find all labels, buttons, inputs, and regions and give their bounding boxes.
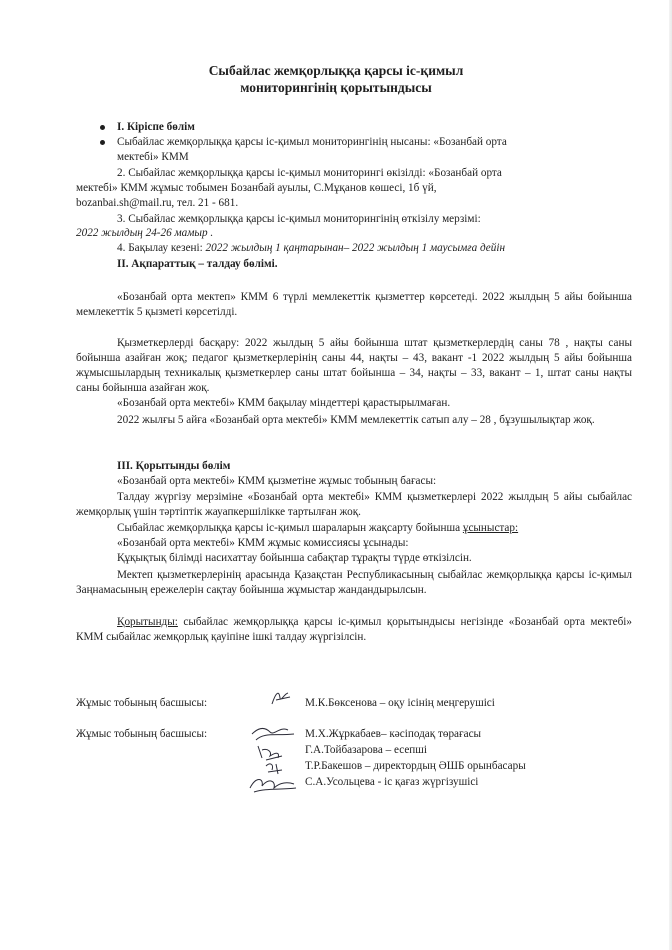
section-1-heading: І. Кіріспе бөлім bbox=[117, 121, 195, 133]
recommendations-lead: Сыбайлас жемқорлыққа қарсы іс-қимыл шараларын жақсарту бойынша bbox=[117, 522, 463, 534]
paragraph-staff: Қызметкерлерді басқару: 2022 жылдың 5 айы бойынша штат қызметкерлердің саны 78 , нақты саны бойынша азайған жоқ; педагог қызметкерлерінің саны 44, нақты – 43, вакант -1 2022 жылдың 5 айы бойынша жұмысшылардың техникалық қызметкерлер саны штат бойынша – 34, нақты – 33, вакант – 1, штат саны нақты саны бойынша азайған жоқ. bbox=[76, 337, 632, 394]
head-signature-icon bbox=[268, 686, 296, 710]
conclusion-label: Қорытынды: bbox=[117, 616, 178, 628]
paragraph-legislation: Мектеп қызметкерлерінің арасында Қазақстан Республикасының сыбайлас жемқорлыққа қарсы іс-қимыл Заңнамасының ережелерін сақтау бойынша жұмыстар жандандырылсын. bbox=[76, 569, 632, 596]
item-1-line-b: мектебі» КММ bbox=[117, 151, 189, 163]
member-4-name: С.А.Усольцева - іс қағаз жүргізушісі bbox=[305, 776, 479, 788]
item-4-label: 4. Бақылау кезені: bbox=[117, 242, 206, 254]
item-3-line-b: 2022 жылдың 24-26 мамыр . bbox=[76, 227, 214, 239]
paragraph-services: «Бозанбай орта мектеп» КММ 6 түрлі мемлекеттік қызметтер көрсетеді. 2022 жылдың 5 айы бойынша мемлекеттік 5 қызметі көрсетілді. bbox=[76, 291, 632, 318]
item-3-line-a: 3. Сыбайлас жемқорлыққа қарсы іс-қимыл мониторингінің өткізілу мерзімі: bbox=[117, 213, 481, 225]
section-2-heading: ІІ. Ақпараттық – талдау бөлімі. bbox=[117, 258, 278, 270]
paragraph-assessment: «Бозанбай орта мектебі» КММ қызметіне жұмыс тобының бағасы: bbox=[117, 475, 437, 487]
conclusion-text: сыбайлас жемқорлыққа қарсы іс-қимыл қорытындысы негізінде «Бозанбай орта мектебі» КММ сыбайлас жемқорлық қауіпіне ішкі талдау жүргізілсін. bbox=[76, 616, 632, 643]
paragraph-analysis: Талдау жүргізу мерзіміне «Бозанбай орта мектебі» КММ қызметкерлері 2022 жылдың 5 айы сыбайлас жемқорлық үшін тәртіптік жауапкершілікке тартылған жоқ. bbox=[76, 491, 632, 518]
member-signatures-icon bbox=[246, 722, 302, 800]
paragraph-recommendations bbox=[117, 522, 518, 535]
paragraph-conclusion bbox=[76, 615, 632, 645]
members-signature-label: Жұмыс тобының басшысы: bbox=[76, 728, 208, 740]
paragraph-commission: «Бозанбай орта мектебі» КММ жұмыс комиссиясы ұсынады: bbox=[117, 537, 409, 549]
paragraph-lessons: Құқықтық білімді насихаттау бойынша сабақтар тұрақты түрде өткізілсін. bbox=[117, 552, 472, 564]
item-4 bbox=[117, 242, 505, 255]
item-2-line-b: мектебі» КММ жұмыс тобымен Бозанбай ауылы, С.Мұқанов көшесі, 1б үй, bbox=[76, 182, 437, 194]
item-1-line-a: Сыбайлас жемқорлыққа қарсы іс-қимыл мониторингінің нысаны: «Бозанбай орта bbox=[117, 136, 507, 148]
document-title-line-1: Сыбайлас жемқорлыққа қарсы іс-қимыл bbox=[208, 63, 464, 78]
recommendations-label: ұсыныстар: bbox=[462, 522, 519, 534]
item-2-line-c: bozanbai.sh@mail.ru, тел. 21 - 681. bbox=[76, 197, 239, 209]
item-4-value: 2022 жылдың 1 қаңтарынан– 2022 жылдың 1 маусымға дейін bbox=[205, 242, 506, 254]
paragraph-control: «Бозанбай орта мектебі» КММ бақылау міндеттері қарастырылмаған. bbox=[117, 397, 451, 409]
member-2-name: Г.А.Тойбазарова – есепші bbox=[305, 744, 427, 756]
document-title-line-2: мониторингінің қорытындысы bbox=[240, 80, 432, 95]
section-3-heading: ІІІ. Қорытынды бөлім bbox=[117, 460, 231, 472]
paragraph-procurement: 2022 жылғы 5 айға «Бозанбай орта мектебі» КММ мемлекеттік сатып алу – 28 , бұзушылықтар жоқ. bbox=[117, 414, 595, 426]
head-signature-label: Жұмыс тобының басшысы: bbox=[76, 697, 208, 709]
member-3-name: Т.Р.Бакешов – директордың ӘШБ орынбасары bbox=[305, 760, 526, 772]
member-1-name: М.Х.Жұркабаев– кәсіподақ төрағасы bbox=[305, 728, 482, 740]
item-2-line-a: 2. Сыбайлас жемқорлыққа қарсы іс-қимыл мониторингі өкізілді: «Бозанбай орта bbox=[117, 167, 502, 179]
head-signature-name: М.К.Бөксенова – оқу ісінің меңгерушісі bbox=[305, 697, 495, 709]
